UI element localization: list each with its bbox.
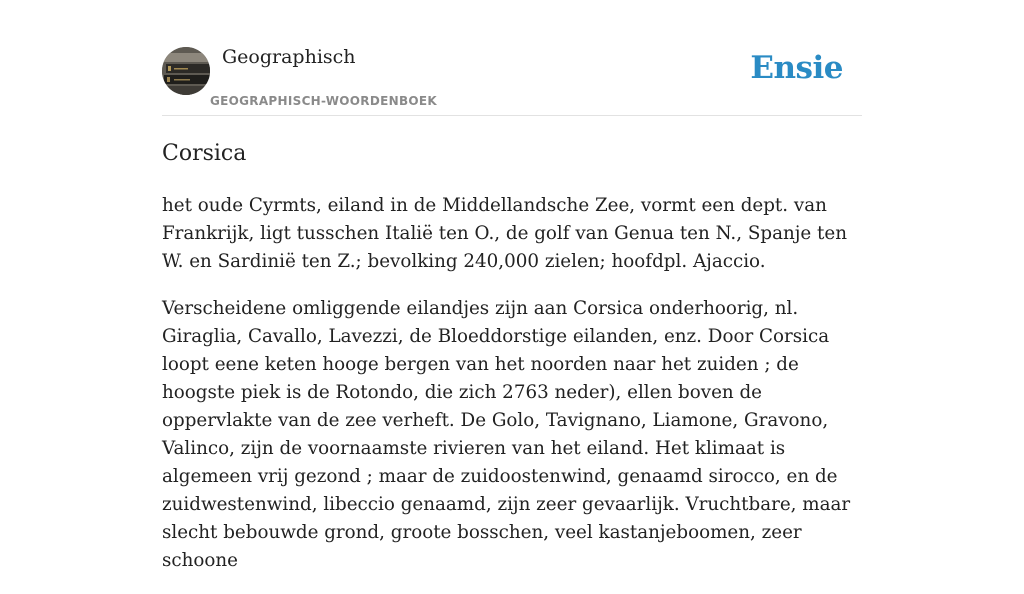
article-body <box>162 192 862 594</box>
article-paragraph: het oude Cyrmts, eiland in de Middellandsche Zee, vormt een dept. van Frankrijk, ligt tusschen Italië ten O., de golf van Genua ten N., Spanje ten W. en Sardinië ten Z.; bevolking 240,000 zielen; hoofdpl. Ajaccio. <box>162 195 847 272</box>
source-title[interactable]: Geographisch <box>222 46 356 68</box>
source-subtitle[interactable]: GEOGRAPHISCH-WOORDENBOEK <box>210 94 437 108</box>
ensie-logo-link[interactable]: Ensie <box>750 50 843 86</box>
article-title: Corsica <box>162 141 247 166</box>
old-books-icon[interactable] <box>162 47 210 95</box>
page-container <box>162 0 862 571</box>
article-paragraph: Verscheidene omliggende eilandjes zijn aan Corsica onderhoorig, nl. Giraglia, Cavallo, Lavezzi, de Bloeddorstige eilanden, enz. Door Corsica loopt eene keten hooge bergen van het noorden naar het zuiden ; de hoogste piek is de Rotondo, die zich 2763 neder), ellen boven de oppervlakte van de zee verheft. De Golo, Tavignano, Liamone, Gravono, Valinco, zijn de voornaamste rivieren van het eiland. Het klimaat is algemeen vrij gezond ; maar de zuidoostenwind, genaamd sirocco, en de zuidwestenwind, libeccio genaamd, zijn zeer gevaarlijk. Vruchtbare, maar slecht bebouwde grond, groote bosschen, veel kastanjeboomen, zeer schoone <box>162 298 851 571</box>
source-header <box>162 0 862 116</box>
